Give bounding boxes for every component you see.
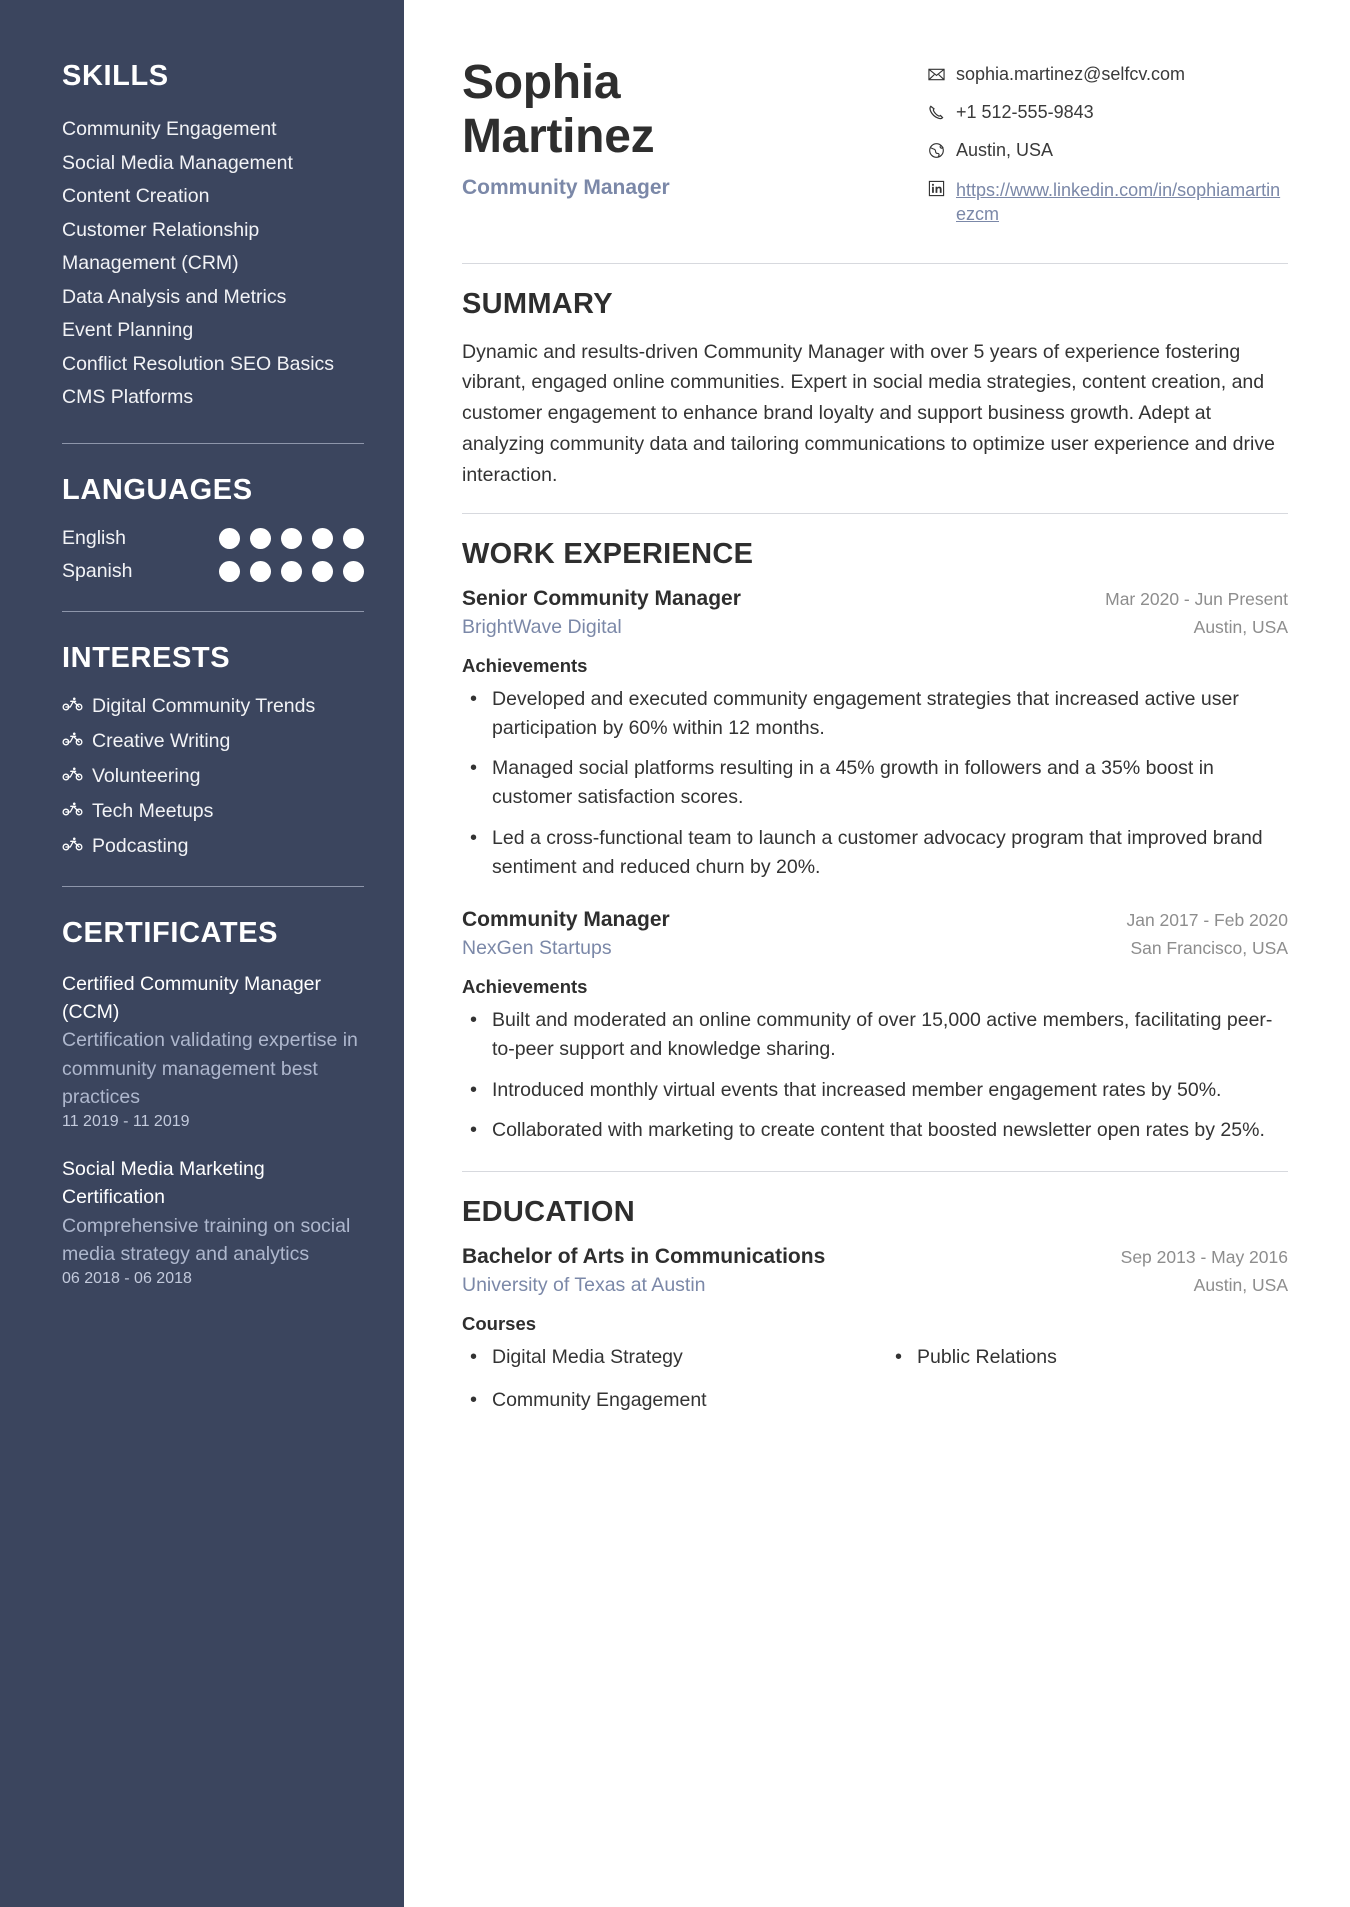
linkedin-icon bbox=[928, 180, 945, 202]
skill-item: Social Media Management bbox=[62, 151, 293, 174]
interest-item bbox=[62, 800, 364, 823]
language-label: Spanish bbox=[62, 559, 133, 582]
bicycle-icon bbox=[62, 766, 83, 786]
bicycle-icon bbox=[62, 801, 83, 821]
work-location: San Francisco, USA bbox=[1130, 938, 1288, 959]
skills-heading: SKILLS bbox=[62, 60, 169, 92]
achievements-label: Achievements bbox=[462, 976, 588, 998]
skill-item: Data Analysis and Metrics bbox=[62, 285, 287, 308]
language-row bbox=[62, 527, 364, 550]
rating-dot bbox=[250, 528, 271, 549]
achievements-list bbox=[462, 685, 1288, 883]
contact-location-text: Austin, USA bbox=[956, 140, 1054, 160]
rating-dot bbox=[219, 528, 240, 549]
certificate-item bbox=[62, 1155, 364, 1288]
achievement-item: • Managed social platforms resulting in a 45% growth in followers and a 35% boost in customer satisfaction scores. bbox=[462, 754, 1288, 813]
achievements-label: Achievements bbox=[462, 654, 588, 676]
achievement-item: • Developed and executed community engagement strategies that increased active user participation by 60% within 12 months. bbox=[462, 685, 1288, 744]
certificates-heading: CERTIFICATES bbox=[62, 916, 279, 949]
education-section bbox=[462, 1196, 1288, 1416]
sidebar-divider bbox=[62, 443, 364, 444]
interest-label: Tech Meetups bbox=[92, 799, 214, 822]
work-experience-section bbox=[462, 538, 1288, 1146]
language-rating bbox=[219, 528, 364, 549]
interest-item bbox=[62, 765, 364, 788]
bicycle-icon bbox=[62, 731, 83, 751]
education-degree: Bachelor of Arts in Communications bbox=[462, 1245, 826, 1269]
interest-label: Volunteering bbox=[92, 764, 201, 787]
identity-block bbox=[462, 56, 762, 200]
languages-heading: LANGUAGES bbox=[62, 473, 253, 506]
interests-heading: INTERESTS bbox=[62, 641, 231, 674]
skill-item: Event Planning bbox=[62, 319, 194, 342]
work-entry-subheader bbox=[462, 616, 1288, 639]
achievement-item: • Led a cross-functional team to launch a customer advocacy program that improved brand sentiment and reduced churn by 20%. bbox=[462, 824, 1288, 883]
skill-item: Conflict Resolution SEO Basics bbox=[62, 352, 335, 375]
achievement-item: • Collaborated with marketing to create content that boosted newsletter open rates by 25%. bbox=[462, 1116, 1288, 1145]
sidebar-divider bbox=[62, 611, 364, 612]
contact-phone-text: +1 512-555-9843 bbox=[956, 102, 1094, 122]
language-label: English bbox=[62, 526, 126, 549]
skill-item: CMS Platforms bbox=[62, 386, 194, 409]
contact-email-text: sophia.martinez@selfcv.com bbox=[956, 64, 1186, 84]
work-date: Jan 2017 - Feb 2020 bbox=[1126, 910, 1288, 931]
education-institution: University of Texas at Austin bbox=[462, 1274, 706, 1297]
section-divider bbox=[462, 1171, 1288, 1172]
achievement-item: • Introduced monthly virtual events that increased member engagement rates by 50%. bbox=[462, 1076, 1288, 1105]
contact-phone bbox=[928, 102, 1288, 126]
work-entry-header bbox=[462, 587, 1288, 611]
contact-linkedin[interactable] bbox=[928, 178, 1288, 227]
rating-dot bbox=[250, 561, 271, 582]
course-item: • Digital Media Strategy bbox=[462, 1343, 863, 1372]
interest-item bbox=[62, 835, 364, 858]
sidebar bbox=[0, 0, 404, 1907]
globe-icon bbox=[928, 142, 945, 164]
work-date: Mar 2020 - Jun Present bbox=[1105, 588, 1288, 609]
course-item: • Public Relations bbox=[887, 1343, 1288, 1372]
certificate-description: Comprehensive training on social media strategy and analytics bbox=[62, 1214, 351, 1265]
certificate-date: 11 2019 - 11 2019 bbox=[62, 1113, 190, 1131]
course-item: • Community Engagement bbox=[462, 1386, 863, 1415]
interest-label: Digital Community Trends bbox=[92, 694, 316, 717]
rating-dot bbox=[219, 561, 240, 582]
certificate-date: 06 2018 - 06 2018 bbox=[62, 1270, 192, 1288]
work-role: Senior Community Manager bbox=[462, 586, 741, 610]
certificate-title: Certified Community Manager (CCM) bbox=[62, 972, 322, 1024]
interests-section bbox=[62, 642, 364, 858]
envelope-icon bbox=[928, 66, 945, 88]
rating-dot bbox=[312, 561, 333, 582]
rating-dot bbox=[281, 528, 302, 549]
bicycle-icon bbox=[62, 696, 83, 716]
contact-list bbox=[928, 56, 1288, 241]
education-date: Sep 2013 - May 2016 bbox=[1120, 1247, 1288, 1268]
work-entry-header bbox=[462, 908, 1288, 932]
certificate-title: Social Media Marketing Certification bbox=[62, 1158, 265, 1209]
education-location: Austin, USA bbox=[1193, 1275, 1288, 1296]
skills-section bbox=[62, 60, 364, 415]
work-organization: NexGen Startups bbox=[462, 937, 612, 960]
work-location: Austin, USA bbox=[1193, 616, 1288, 637]
sidebar-divider bbox=[62, 886, 364, 887]
certificate-item bbox=[62, 970, 364, 1131]
rating-dot bbox=[343, 528, 364, 549]
languages-section bbox=[62, 474, 364, 583]
bicycle-icon bbox=[62, 836, 83, 856]
language-row bbox=[62, 560, 364, 583]
education-entry bbox=[462, 1245, 1288, 1416]
skill-item: Content Creation bbox=[62, 185, 210, 208]
section-divider bbox=[462, 513, 1288, 514]
contact-email bbox=[928, 64, 1288, 88]
achievement-item: • Built and moderated an online community of over 15,000 active members, facilitating peer-to-peer support and knowledge sharing. bbox=[462, 1006, 1288, 1065]
work-organization: BrightWave Digital bbox=[462, 615, 622, 638]
skills-list bbox=[62, 113, 364, 415]
rating-dot bbox=[281, 561, 302, 582]
certificates-section bbox=[62, 917, 364, 1288]
interest-item bbox=[62, 730, 364, 753]
main-content bbox=[404, 0, 1350, 1907]
header bbox=[462, 56, 1288, 241]
candidate-title: Community Manager bbox=[462, 175, 670, 199]
work-entry-subheader bbox=[462, 937, 1288, 960]
interest-label: Podcasting bbox=[92, 834, 189, 857]
work-role: Community Manager bbox=[462, 908, 670, 932]
phone-icon bbox=[928, 104, 945, 126]
rating-dot bbox=[343, 561, 364, 582]
courses-list bbox=[462, 1343, 1288, 1416]
skill-item: Community Engagement bbox=[62, 118, 277, 140]
skill-item: Customer Relationship Management (CRM) bbox=[62, 218, 260, 275]
rating-dot bbox=[312, 528, 333, 549]
work-entry bbox=[462, 587, 1288, 883]
courses-label: Courses bbox=[462, 1313, 537, 1335]
contact-location bbox=[928, 140, 1288, 164]
candidate-name: Sophia Martinez bbox=[462, 56, 655, 163]
summary-text: Dynamic and results-driven Community Manager with over 5 years of experience fostering vibrant, engaged online communities. Expert in social media strategies, content creation, and customer engagement to enhance brand loyalty and support business growth. Adept at analyzing community data and tailoring communications to optimize user experience and drive interaction. bbox=[462, 340, 1275, 486]
achievements-list bbox=[462, 1006, 1288, 1145]
language-rating bbox=[219, 561, 364, 582]
interest-label: Creative Writing bbox=[92, 729, 231, 752]
section-divider bbox=[462, 263, 1288, 264]
interest-item bbox=[62, 695, 364, 718]
education-entry-header bbox=[462, 1245, 1288, 1269]
summary-heading: SUMMARY bbox=[462, 287, 613, 320]
summary-section bbox=[462, 288, 1288, 491]
work-experience-heading: WORK EXPERIENCE bbox=[462, 537, 754, 570]
education-entry-subheader bbox=[462, 1274, 1288, 1297]
certificate-description: Certification validating expertise in community management best practices bbox=[62, 1029, 358, 1108]
work-entry bbox=[462, 908, 1288, 1145]
contact-linkedin-link[interactable]: https://www.linkedin.com/in/sophiamartinezcm bbox=[956, 180, 1281, 225]
education-heading: EDUCATION bbox=[462, 1196, 635, 1229]
